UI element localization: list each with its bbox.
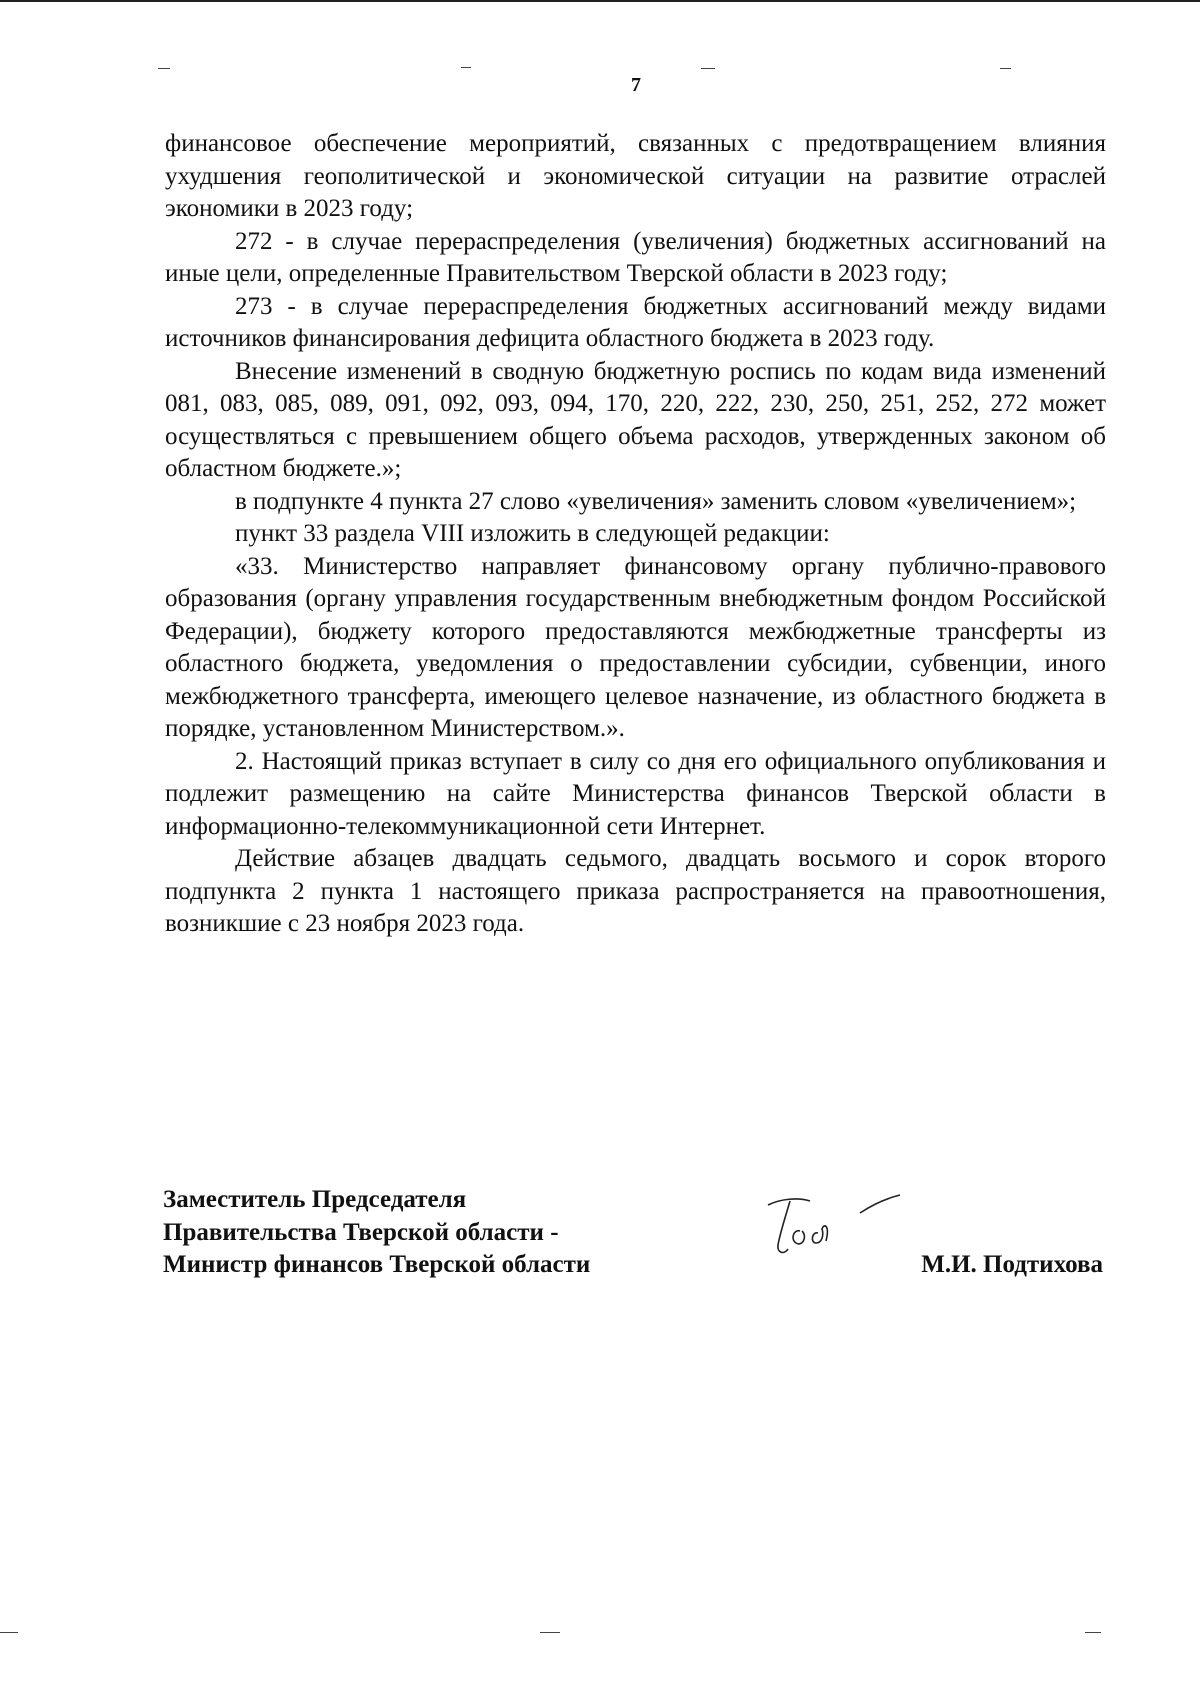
scan-artifact bbox=[1000, 68, 1011, 69]
scan-artifact bbox=[1085, 1632, 1101, 1633]
scan-top-edge bbox=[0, 0, 1200, 2]
scan-artifact bbox=[0, 1632, 18, 1633]
signature-title-line: Заместитель Председателя bbox=[163, 1186, 467, 1213]
paragraph: 273 - в случае перераспределения бюджетных ассигнований между видами источников финансирования дефицита областного бюджета в 2023 году. bbox=[165, 292, 1106, 352]
paragraph: 272 - в случае перераспределения (увеличения) бюджетных ассигнований на иные цели, определенные Правительством Тверской области в 2023 году; bbox=[165, 227, 1106, 287]
signature-title-line: Правительства Тверской области - bbox=[163, 1218, 559, 1246]
scan-artifact bbox=[461, 67, 471, 68]
paragraph: в подпункте 4 пункта 27 слово «увеличения» заменить словом «увеличением»; bbox=[235, 487, 1077, 515]
paragraph: Внесение изменений в сводную бюджетную роспись по кодам вида изменений 081, 083, 085, 089, 091, 092, 093, 094, 170, 220, 222, 230, 250, 251, 252, 272 может осуществляться с превышением общего объема расходов, утвержденных законом об областном бюджете.»; bbox=[165, 357, 1106, 482]
paragraph: «33. Министерство направляет финансовому органу публично-правового образования (органу управления государственным внебюджетным фондом Российской Федерации), бюджету которого предоставляются межбюджетные трансферты из областного бюджета, уведомления о предоставлении субсидии, субвенции, иного межбюджетного трансферта, имеющего целевое назначение, из областного бюджета в порядке, установленном Министерством.». bbox=[165, 552, 1106, 742]
scan-artifact bbox=[701, 68, 715, 69]
handwritten-signature bbox=[760, 1185, 910, 1265]
scan-artifact bbox=[540, 1632, 560, 1633]
document-body bbox=[165, 128, 1106, 941]
paragraph: 2. Настоящий приказ вступает в силу со дня его официального опубликования и подлежит размещению на сайте Министерства финансов Тверской области в информационно-телекоммуникационной сети Интернет. bbox=[165, 747, 1106, 840]
scan-artifact bbox=[158, 68, 170, 69]
signer-name: М.И. Подтихова bbox=[921, 1251, 1103, 1278]
paragraph: финансовое обеспечение мероприятий, связанных с предотвращением влияния ухудшения геополитической и экономической ситуации на развитие отраслей экономики в 2023 году; bbox=[165, 130, 1106, 222]
page-number: 7 bbox=[631, 74, 641, 96]
paragraph: пункт 33 раздела VIII изложить в следующей редакции: bbox=[235, 520, 830, 547]
paragraph: Действие абзацев двадцать седьмого, двадцать восьмого и сорок второго подпункта 2 пункта 1 настоящего приказа распространяется на правоотношения, возникшие с 23 ноября 2023 года. bbox=[165, 845, 1106, 937]
signature-title-line: Министр финансов Тверской области bbox=[163, 1251, 591, 1278]
